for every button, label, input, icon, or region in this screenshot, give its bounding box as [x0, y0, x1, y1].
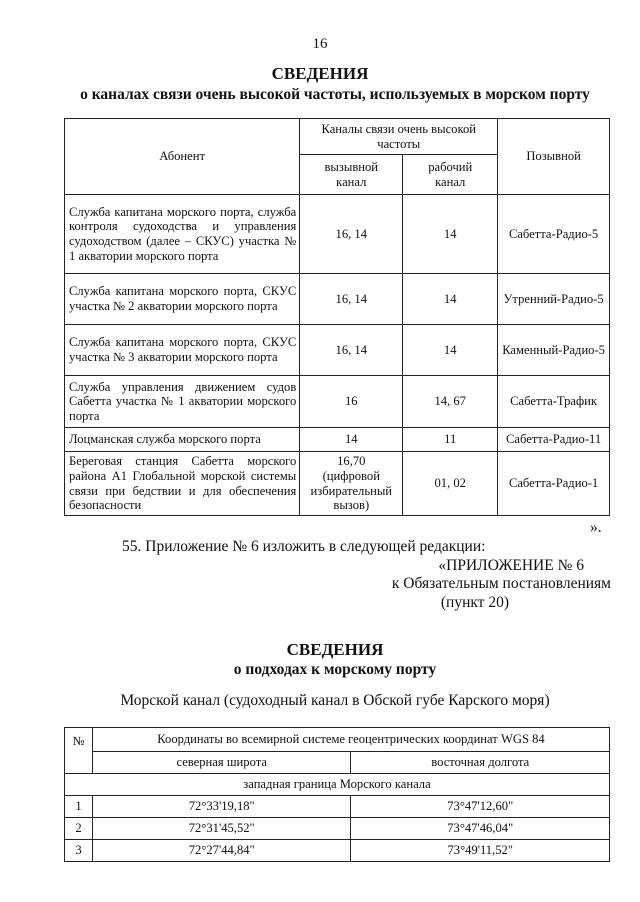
abonent-cell: Служба управления движением судов Сабетта участка № 1 акватории морского порта	[65, 376, 300, 428]
callsign-cell: Сабетта-Радио-5	[498, 195, 610, 274]
table-header-row	[65, 728, 610, 752]
group-label: западная граница Морского канала	[65, 774, 610, 796]
call-channel-cell: 16,70 (цифровой избирательный вызов)	[300, 452, 403, 516]
appendix-clause: (пункт 20)	[440, 594, 509, 611]
header-number: №	[65, 728, 93, 774]
table-row	[65, 840, 610, 862]
channel-caption: Морской канал (судоходный канал в Обской губе Карского моря)	[120, 692, 550, 709]
header-work-channel: рабочий канал	[403, 155, 498, 195]
longitude-cell: 73°49'11,52"	[351, 840, 610, 862]
callsign-cell: Утренний-Радио-5	[498, 274, 610, 325]
table-row	[65, 274, 610, 325]
table-row	[65, 428, 610, 452]
row-number: 1	[65, 796, 93, 818]
work-channel-cell: 11	[403, 428, 498, 452]
abonent-cell: Береговая станция Сабетта морского района А1 Глобальной морской системы связи при бедствии и для обеспечения безопасности	[65, 452, 300, 516]
header-latitude: северная широта	[92, 752, 351, 774]
abonent-cell: Служба капитана морского порта, СКУС участка № 3 акватории морского порта	[65, 325, 300, 376]
call-channel-cell: 16, 14	[300, 195, 403, 274]
paragraph-55: 55. Приложение № 6 изложить в следующей редакции:	[122, 538, 486, 555]
closing-quote: ».	[590, 519, 602, 536]
table-row	[65, 325, 610, 376]
page-number: 16	[312, 36, 328, 52]
call-channel-cell: 16, 14	[300, 274, 403, 325]
latitude-cell: 72°27'44,84"	[92, 840, 351, 862]
longitude-cell: 73°47'12,60"	[351, 796, 610, 818]
header-coordinates: Координаты во всемирной системе геоцентрических координат WGS 84	[92, 728, 609, 752]
group-row	[65, 774, 610, 796]
abonent-cell: Служба капитана морского порта, служба контроля судоходства и управления судоходством (далее – СКУС) участка № 1 акватории морского порта	[65, 195, 300, 274]
appendix-title: «ПРИЛОЖЕНИЕ № 6	[438, 557, 584, 574]
header-channels: Каналы связи очень высокой частоты	[300, 119, 498, 155]
table-row	[65, 818, 610, 840]
vhf-channels-table	[64, 118, 610, 516]
callsign-cell: Сабетта-Радио-1	[498, 452, 610, 516]
longitude-cell: 73°47'46,04"	[351, 818, 610, 840]
call-channel-cell: 16, 14	[300, 325, 403, 376]
table-subheader-row	[65, 752, 610, 774]
section1-subtitle: о каналах связи очень высокой частоты, используемых в морском порту	[80, 86, 590, 103]
table-row	[65, 452, 610, 516]
row-number: 2	[65, 818, 93, 840]
callsign-cell: Сабетта-Трафик	[498, 376, 610, 428]
call-channel-cell: 14	[300, 428, 403, 452]
abonent-cell: Служба капитана морского порта, СКУС участка № 2 акватории морского порта	[65, 274, 300, 325]
latitude-cell: 72°33'19,18"	[92, 796, 351, 818]
work-channel-cell: 14	[403, 274, 498, 325]
coordinates-table	[64, 727, 610, 862]
header-call-channel: вызывной канал	[300, 155, 403, 195]
table-row	[65, 796, 610, 818]
section2-subtitle: о подходах к морскому порту	[233, 661, 437, 678]
latitude-cell: 72°31'45,52"	[92, 818, 351, 840]
abonent-cell: Лоцманская служба морского порта	[65, 428, 300, 452]
header-callsign: Позывной	[498, 119, 610, 195]
header-abonent: Абонент	[65, 119, 300, 195]
section2-title: СВЕДЕНИЯ	[286, 640, 384, 659]
work-channel-cell: 14	[403, 195, 498, 274]
row-number: 3	[65, 840, 93, 862]
section1-title: СВЕДЕНИЯ	[271, 64, 369, 83]
callsign-cell: Сабетта-Радио-11	[498, 428, 610, 452]
callsign-cell: Каменный-Радио-5	[498, 325, 610, 376]
table-row	[65, 195, 610, 274]
work-channel-cell: 14, 67	[403, 376, 498, 428]
work-channel-cell: 14	[403, 325, 498, 376]
call-channel-cell: 16	[300, 376, 403, 428]
table-row	[65, 376, 610, 428]
table-header-row	[65, 119, 610, 155]
appendix-reference: к Обязательным постановлениям	[391, 575, 611, 592]
header-longitude: восточная долгота	[351, 752, 610, 774]
work-channel-cell: 01, 02	[403, 452, 498, 516]
